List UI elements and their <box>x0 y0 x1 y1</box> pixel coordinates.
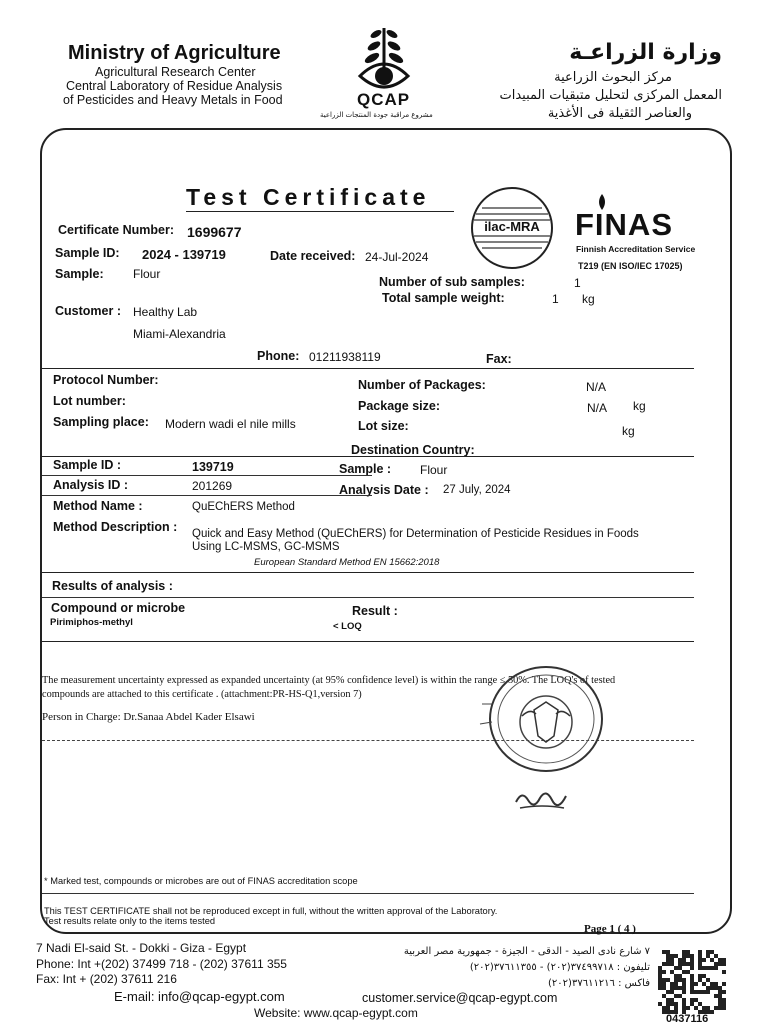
qr-code-icon <box>658 950 728 1014</box>
lot-size-unit: kg <box>622 424 635 438</box>
serial-number: 0437116 <box>666 1013 709 1025</box>
footer-ar-address: ٧ شارع نادى الصيد - الدقى - الجيزة - جمهورية مصر العربية <box>403 946 650 957</box>
sampling-place-label: Sampling place: <box>53 415 149 429</box>
lot-size-label: Lot size: <box>358 419 409 433</box>
finas-logo-text: FINAS <box>575 207 673 242</box>
ministry-ar-line-1: مركز البحوث الزراعية <box>554 70 672 85</box>
footer-customer-email[interactable]: customer.service@qcap-egypt.com <box>362 991 558 1005</box>
sampling-place-value: Modern wadi el nile mills <box>165 417 296 431</box>
analysis-sample-id-label: Sample ID : <box>53 458 122 472</box>
result-row-value: < LOQ <box>333 621 362 632</box>
compound-header: Compound or microbe <box>51 601 186 615</box>
customer-city: Miami-Alexandria <box>133 327 226 341</box>
divider-9 <box>42 893 694 894</box>
protocol-number-label: Protocol Number: <box>53 373 159 387</box>
footer-address: 7 Nadi El-said St. - Dokki - Giza - Egypt <box>36 941 247 955</box>
lot-number-label: Lot number: <box>53 394 126 408</box>
signature-icon <box>512 784 572 814</box>
divider-7 <box>42 641 694 642</box>
ministry-title: Ministry of Agriculture <box>68 42 281 64</box>
sample-label: Sample: <box>55 267 104 281</box>
total-weight-value: 1 <box>552 292 559 306</box>
certificate-number: 1699677 <box>187 224 242 240</box>
ministry-line-1: Agricultural Research Center <box>95 65 256 79</box>
footer-ar-phone: تليفون : ٣٧٤٩٩٧١٨(٢٠٢) - ٣٧٦١١٣٥٥(٢٠٢) <box>469 962 650 973</box>
analysis-date-label: Analysis Date : <box>339 483 429 497</box>
footer-fax: Fax: Int + (202) 37611 216 <box>36 972 177 986</box>
official-stamp <box>478 664 608 774</box>
eagle-seal-icon <box>478 664 608 774</box>
customer-label: Customer : <box>55 304 121 318</box>
ministry-ar-line-3: والعناصر الثقيلة فى الأغذية <box>547 106 692 121</box>
sub-samples-label: Number of sub samples: <box>379 275 525 289</box>
footer-email[interactable]: E-mail: info@qcap-egypt.com <box>114 989 285 1004</box>
ministry-line-3: of Pesticides and Heavy Metals in Food <box>63 93 283 107</box>
customer-name: Healthy Lab <box>133 305 198 319</box>
analysis-id-label: Analysis ID : <box>53 478 129 492</box>
destination-country-label: Destination Country: <box>351 443 475 457</box>
reproduction-note: This TEST CERTIFICATE shall not be reproduced except in full, without the written approval of the Laboratory. <box>44 906 498 916</box>
finas-scope-note: * Marked test, compounds or microbes are out of FINAS accreditation scope <box>44 876 358 886</box>
analysis-sample-value: Flour <box>420 463 448 477</box>
sub-samples-value: 1 <box>574 276 581 290</box>
title-underline <box>186 211 454 212</box>
method-description-line-1: Quick and Easy Method (QuEChERS) for Determination of Pesticide Residues in Foods <box>192 528 639 540</box>
ilac-mra-text: ilac-MRA <box>484 219 540 234</box>
person-in-charge: Person in Charge: Dr.Sanaa Abdel Kader Elsawi <box>42 711 255 723</box>
ministry-ar-title: وزارة الزراعـة <box>569 40 722 65</box>
result-header: Result : <box>352 604 398 618</box>
footer-website[interactable]: Website: www.qcap-egypt.com <box>254 1006 418 1020</box>
analysis-sample-id-value: 139719 <box>192 460 234 474</box>
divider-4 <box>42 495 372 496</box>
method-name-label: Method Name : <box>53 499 143 513</box>
phone-label: Phone: <box>257 349 300 363</box>
sample-value: Flour <box>133 267 161 281</box>
divider-6 <box>42 597 694 598</box>
footer-ar-fax: فاكس : ٣٧٦١١٢١٦(٢٠٢) <box>548 978 650 989</box>
analysis-sample-label: Sample : <box>339 462 392 476</box>
qcap-logo-subtext: مشروع مراقبة جودة المنتجات الزراعية <box>320 111 433 119</box>
qcap-logo-text: QCAP <box>357 90 411 109</box>
finas-subtext: Finnish Accreditation Service <box>576 244 696 254</box>
relate-note: Test results relate only to the items tested <box>44 916 216 926</box>
packages-label: Number of Packages: <box>358 378 486 392</box>
fax-label: Fax: <box>486 352 512 366</box>
results-heading: Results of analysis : <box>52 579 173 593</box>
divider-3 <box>42 475 372 476</box>
analysis-date-value: 27 July, 2024 <box>443 484 511 496</box>
uncertainty-note-line-2: compounds are attached to this certificate . (attachment:PR-HS-Q1,version 7) <box>42 689 362 700</box>
method-description-line-2: Using LC-MSMS, GC-MSMS <box>192 541 340 553</box>
total-weight-label: Total sample weight: <box>382 291 505 305</box>
total-weight-unit: kg <box>582 292 595 306</box>
uncertainty-note-line-1: The measurement uncertainty expressed as expanded uncertainty (at 95% confidence level) is within the range ≤ 50%. The LOQ's of tested <box>42 675 616 686</box>
method-standard: European Standard Method EN 15662:2018 <box>254 557 440 568</box>
date-received-value: 24-Jul-2024 <box>365 250 429 264</box>
divider-1 <box>42 368 694 369</box>
package-size-label: Package size: <box>358 399 440 413</box>
result-row-compound: Pirimiphos-methyl <box>50 617 133 628</box>
finas-code: T219 (EN ISO/IEC 17025) <box>578 261 683 271</box>
ministry-line-2: Central Laboratory of Residue Analysis <box>66 79 283 93</box>
certificate-title: Test Certificate <box>186 184 431 210</box>
method-description-label: Method Description : <box>53 520 178 534</box>
certificate-number-label: Certificate Number: <box>58 223 174 237</box>
analysis-id-value: 201269 <box>192 479 233 493</box>
package-size-value: N/A <box>587 401 608 415</box>
ministry-ar-line-2: المعمل المركزى لتحليل متبقيات المبيدات <box>499 88 722 103</box>
footer-phone: Phone: Int +(202) 37499 718 - (202) 37611 355 <box>36 957 287 971</box>
divider-5 <box>42 572 694 573</box>
page-number: Page 1 ( 4 ) <box>584 923 636 935</box>
date-received-label: Date received: <box>270 249 356 263</box>
signature-mark <box>512 784 572 814</box>
qr-code <box>658 950 728 1014</box>
phone-value: 01211938119 <box>309 350 381 364</box>
sample-id-label: Sample ID: <box>55 246 120 260</box>
sample-id-value: 2024 - 139719 <box>142 247 226 262</box>
package-size-unit: kg <box>633 399 646 413</box>
divider-2 <box>42 456 694 457</box>
method-name-value: QuEChERS Method <box>192 501 295 513</box>
packages-value: N/A <box>586 380 607 394</box>
